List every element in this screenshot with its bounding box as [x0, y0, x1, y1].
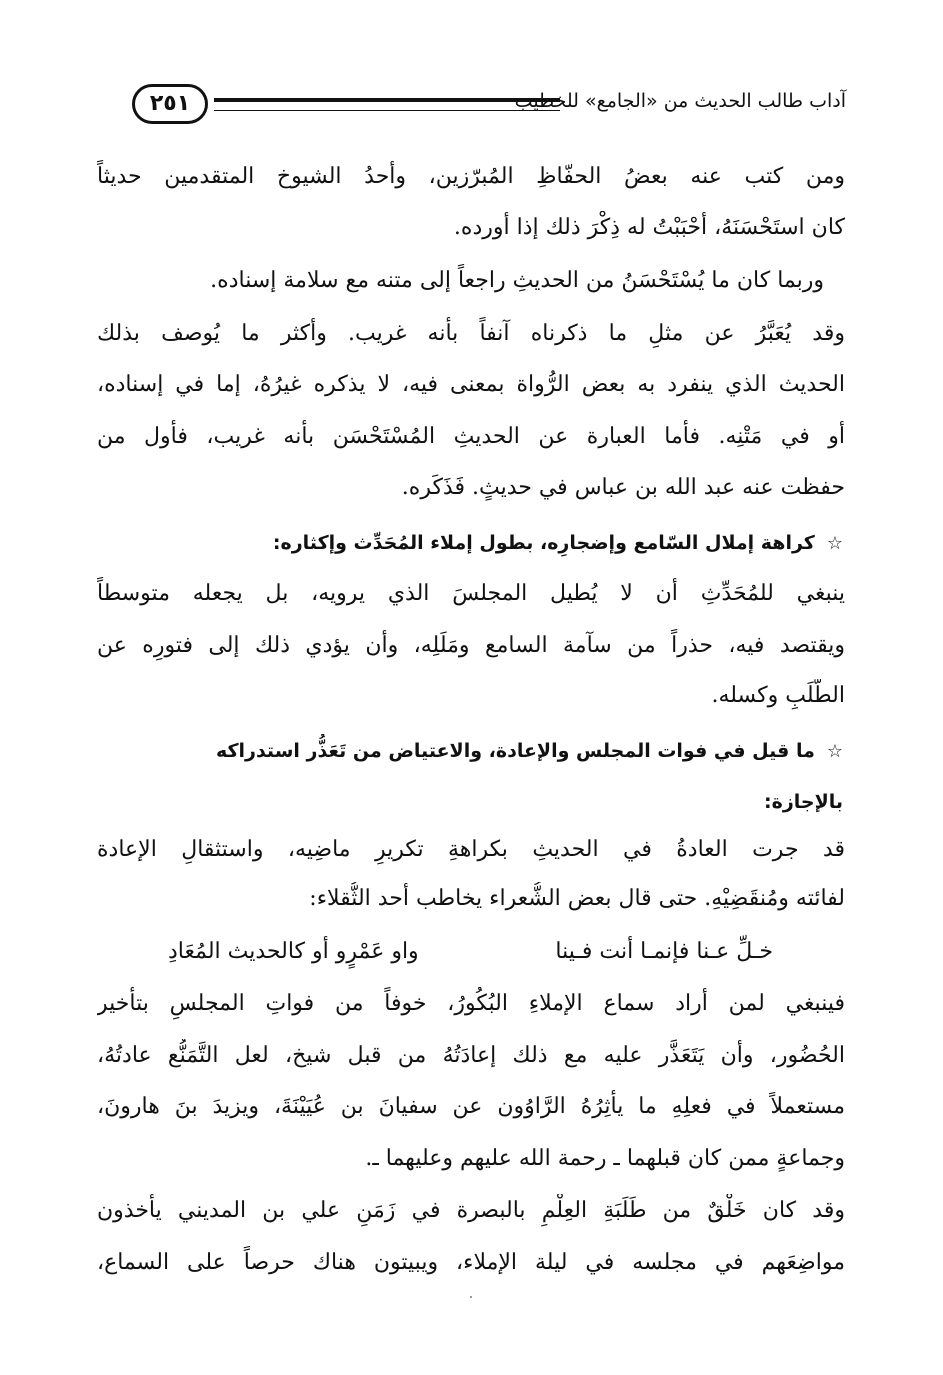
header-rule — [214, 98, 560, 111]
paragraph-3-line-1: وقد يُعَبَّرُ عن مثلِ ما ذكرناه آنفاً بأنه غريب. وأكثر ما يُوصف بذلك — [97, 321, 845, 346]
paragraph-2-line-1: وربما كان ما يُسْتَحْسَنُ من الحديثِ راجعاً إلى متنه مع سلامة إسناده. — [210, 268, 824, 293]
paragraph-1-line-1: ومن كتب عنه بعضُ الحفّاظِ المُبرّزين، وأحدُ الشيوخ المتقدمين حديثاً — [97, 164, 845, 189]
paragraph-4-line-2: ويقتصد فيه، حذراً من سآمة السامع ومَلَلِه، وأن يؤدي ذلك إلى فتورِه عن — [97, 633, 845, 658]
section-heading-1 — [95, 526, 843, 561]
paragraph-5-line-2: لفائته ومُنقَضِيْهِ. حتى قال بعض الشُّعراء يخاطب أحد الثُّقلاء: — [309, 886, 845, 911]
paragraph-7-line-2: مواضِعَهم في مجلسه في ليلة الإملاء، ويبيتون هناك حرصاً على السماع، — [97, 1250, 845, 1275]
paragraph-6-line-1: فينبغي لمن أراد سماع الإملاءِ البُكُورُ، خوفاً من فواتِ المجلسِ بتأْخير — [97, 991, 845, 1016]
paragraph-6-line-3: مستعملاً في فعلِهِ ما يأْثِرُهُ الرَّاوُون عن سفيانَ بن عُيَيْنَةَ، ويزيدَ بنَ هارونَ، — [97, 1094, 845, 1119]
star-icon: ☆ — [826, 741, 843, 762]
paragraph-3-line-3: أو في مَتْنِه. فأما العبارة عن الحديثِ المُسْتَحْسَن بأنه غريب، فأول من — [97, 424, 845, 449]
paragraph-1-line-2: كان استَحْسَنَهُ، أحْبَبْتُ له ذِكْرَ ذلك إذا أورده. — [453, 215, 845, 240]
section-heading-2-text: ما قيل في فوات المجلس والإعادة، والاعتياض من تَعَذُّر استدراكه — [215, 740, 815, 762]
verse-hemistich-2: واو عَمْرٍو أو كالحديث المُعَادِ — [168, 939, 419, 964]
header-title: آداب طالب الحديث من «الجامع» للخطيب — [514, 90, 846, 112]
paragraph-4-line-3: الطَّلَبِ وكسله. — [711, 683, 845, 708]
scan-speck — [470, 1296, 472, 1298]
paragraph-3-line-4: حفظت عنه عبد الله بن عباس في حديثٍ. فَذَكَره. — [401, 475, 845, 500]
section-heading-2 — [95, 734, 843, 769]
star-icon: ☆ — [826, 533, 843, 554]
running-header — [132, 84, 846, 130]
paragraph-6-line-2: الحُضُور، وأن يَتَعَذَّر عليه مع ذلك إعادَتُهُ من قبل شيخ، لعل التَّمَنُّع عادتُهُ، — [97, 1043, 845, 1068]
section-heading-2-line-2: بالإجازة: — [764, 791, 843, 813]
paragraph-7-line-1: وقد كان خَلْقٌ من طَلَبَةِ العِلْمِ بالبصرة في زَمَنِ علي بن المديني يأْخذون — [97, 1198, 845, 1223]
paragraph-6-line-4: وجماعةٍ ممن كان قبلهما ـ رحمة الله عليهم وعليهما ـ. — [365, 1146, 845, 1171]
section-heading-1-text: كراهة إملال السّامع وإضجارِه، بطول إملاء المُحَدِّث وإكثاره: — [272, 532, 815, 554]
verse-hemistich-1: خـلِّ عـنا فإنمـا أنت فـينا — [555, 939, 773, 964]
paragraph-3-line-2: الحديث الذي ينفرد به بعض الرُّواة بمعنى فيه، لا يذكره غيرُهُ، إما في إسناده، — [97, 372, 845, 397]
page-number: ٢٥١ — [132, 84, 208, 124]
paragraph-5-line-1: قد جرت العادةُ في الحديثِ بكراهةِ تكريرِ ماضِيه، واستثقالِ الإعادة — [97, 837, 845, 862]
paragraph-4-line-1: ينبغي للمُحَدِّثِ أن لا يُطيل المجلسَ الذي يرويه، بل يجعله متوسطاً — [97, 581, 845, 606]
